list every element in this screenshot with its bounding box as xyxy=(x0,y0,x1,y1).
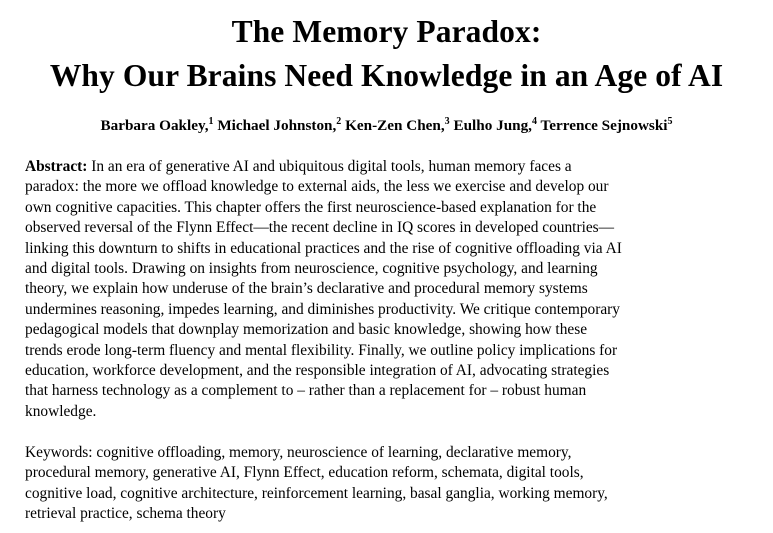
abstract-line: undermines reasoning, impedes learning, and diminishes productivity. We critique contemporary xyxy=(25,300,620,318)
author-name: Eulho Jung, xyxy=(453,117,532,134)
abstract-label: Abstract: xyxy=(25,158,88,175)
title-line-1: The Memory Paradox: xyxy=(231,14,542,49)
abstract-line: trends erode long-term fluency and mental flexibility. Finally, we outline policy implications for xyxy=(25,341,618,359)
keywords-line: cognitive load, cognitive architecture, reinforcement learning, basal ganglia, working memory, xyxy=(25,484,608,502)
abstract-line xyxy=(25,157,753,177)
author-affiliation: 5 xyxy=(667,115,673,127)
abstract-line: observed reversal of the Flynn Effect—the recent decline in IQ scores in developed countries— xyxy=(25,219,615,237)
author-affiliation: 4 xyxy=(531,115,537,127)
abstract-line: knowledge. xyxy=(25,402,97,420)
abstract-line: and digital tools. Drawing on insights from neuroscience, cognitive psychology, and learning xyxy=(25,260,598,278)
author-name: Ken-Zen Chen, xyxy=(345,117,445,134)
abstract-text: In an era of generative AI and ubiquitous digital tools, human memory faces a xyxy=(87,158,572,175)
abstract-line: that harness technology as a complement to – rather than a replacement for – robust human xyxy=(25,382,587,400)
keywords xyxy=(25,443,753,525)
abstract-line: theory, we explain how underuse of the brain’s declarative and procedural memory systems xyxy=(25,280,588,298)
abstract-line: paradox: the more we offload knowledge to external aids, the less we exercise and develop our xyxy=(25,178,609,196)
keywords-line: procedural memory, generative AI, Flynn Effect, education reform, schemata, digital tools, xyxy=(25,464,584,482)
author-affiliation: 3 xyxy=(444,115,450,127)
abstract-line: education, workforce development, and the responsible integration of AI, advocating strategies xyxy=(25,362,610,380)
author-affiliation: 2 xyxy=(336,115,342,127)
author-name: Terrence Sejnowski xyxy=(540,117,668,134)
keywords-line: retrieval practice, schema theory xyxy=(25,505,226,523)
author-name: Barbara Oakley, xyxy=(100,117,209,134)
abstract xyxy=(25,157,753,422)
author-name: Michael Johnston, xyxy=(217,117,337,134)
author-affiliation: 1 xyxy=(208,115,214,127)
abstract-line: own cognitive capacities. This chapter offers the first neuroscience-based explanation for the xyxy=(25,198,597,216)
title-line-2: Why Our Brains Need Knowledge in an Age of AI xyxy=(49,58,724,93)
abstract-line: pedagogical models that downplay memorization and basic knowledge, showing how these xyxy=(25,321,588,339)
keywords-line: Keywords: cognitive offloading, memory, neuroscience of learning, declarative memory, xyxy=(25,444,572,461)
author-list xyxy=(0,116,773,136)
abstract-line: linking this downturn to shifts in educational practices and the rise of cognitive offloading via AI xyxy=(25,239,622,257)
